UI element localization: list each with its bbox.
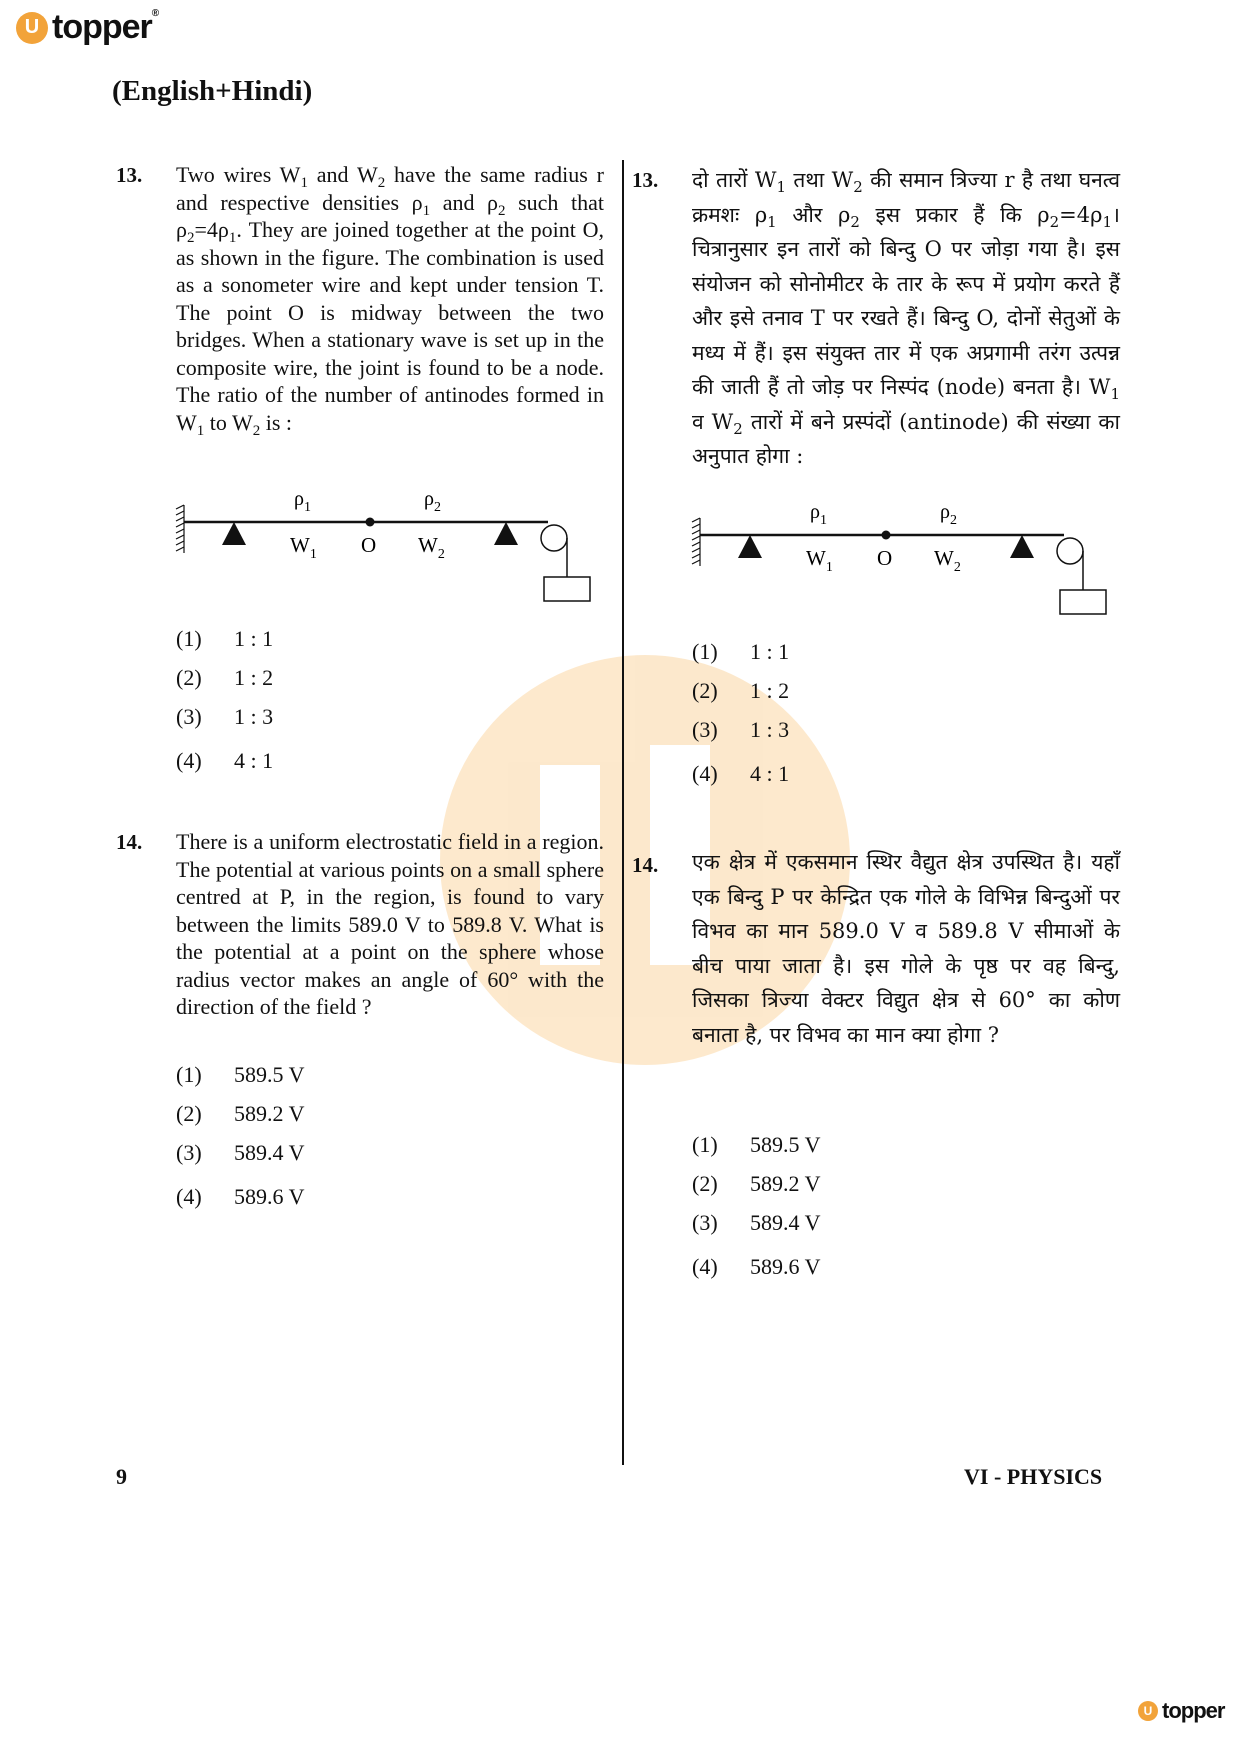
option[interactable]: (2) 1 : 2 [176, 665, 274, 690]
q14-text-en: There is a uniform electrostatic field in a region. The potential at various points on a small sphere centred at P, in the region, is found to vary between the limits 589.0 V to 589.8 V. What is the potential at a point on the sphere whose radius vector makes an angle of 60° with the direction of the field ? [176, 829, 604, 1019]
o-label: O [361, 533, 377, 557]
q13-number-hi: 13. [632, 168, 659, 192]
q13-text-en: Two wires $W_1$ and $W_2$ have the same radius r and respective densities $\rho_1$ and $\rho_2$ such that $\rho_2=4\rho_1$. They are joined together at the point O, as shown in the figure. The combination is used as a sonometer wire and kept under tension T. The point O is midway between the two bridges. When a stationary wave is set up in the composite wire, the joint is found to be a node. The ratio of the number of antinodes formed in $W_1$ to $W_2$ is : [176, 162, 604, 439]
w2-label: $W_2$ [418, 533, 445, 562]
language-label: (English+Hindi) [112, 75, 313, 107]
weight [544, 577, 590, 601]
footer-logo [1138, 1698, 1224, 1724]
option[interactable]: (3) 1 : 3 [176, 704, 274, 729]
wall-hatch [176, 505, 184, 553]
bridge-right [1010, 535, 1034, 558]
rho1-label: $\rho_1$ [810, 501, 827, 528]
logo-text: topper [1162, 1698, 1225, 1723]
option[interactable]: (2) 1 : 2 [692, 678, 790, 703]
pulley [541, 525, 567, 551]
w1-label: $W_1$ [290, 533, 317, 562]
q13-number-en: 13. [116, 163, 143, 187]
brand-logo [16, 8, 158, 47]
joint-o [882, 531, 891, 540]
bridge-right [494, 522, 518, 545]
option[interactable]: (1) 589.5 V [176, 1062, 305, 1087]
weight [1060, 590, 1106, 614]
q14-text-hi: एक क्षेत्र में एकसमान स्थिर वैद्युत क्षेत्र उपस्थित है। यहाँ एक बिन्दु P पर केन्द्रित एक गोले के विभिन्न बिन्दुओं पर विभव का मान 589.0 V व 589.8 V सीमाओं के बीच पाया जाता है। इस गोले के पृष्ठ पर वह बिन्दु, जिसका त्रिज्या वेक्टर विद्युत क्षेत्र से 60° का कोण बनाता है, पर विभव का मान क्या होगा ? [692, 850, 1120, 1047]
option[interactable]: (2) 589.2 V [176, 1101, 305, 1126]
o-label: O [877, 546, 893, 570]
w1-label: $W_1$ [806, 546, 833, 575]
rho2-label: $\rho_2$ [424, 488, 441, 515]
q13-options-en [176, 626, 273, 787]
sonometer-diagram-hi [686, 498, 1116, 618]
option[interactable]: (3) 589.4 V [692, 1210, 821, 1235]
q14-number-hi: 14. [632, 853, 659, 877]
q13-text-hi: दो तारों $W_1$ तथा $W_2$ की समान त्रिज्या r है तथा घनत्व क्रमशः $\rho_1$ और $\rho_2$ इस प्रकार हैं कि $\rho_2=4\rho_1।$ चित्रानुसार इन तारों को बिन्दु O पर जोड़ा गया है। इस संयोजन को सोनोमीटर के तार के रूप में प्रयोग करते हैं और इसे तनाव T पर रखते हैं। बिन्दु O, दोनों सेतुओं के मध्य में हैं। इस संयुक्त तार में एक अप्रगामी तरंग उत्पन्न की जाती हैं तो जोड़ पर निस्पंद (node) बनता है। $W_1$ व $W_2$ तारों में बने प्रस्पंदों (antinode) की संख्या का अनुपात होगा : [692, 168, 1121, 468]
rho1-label: $\rho_1$ [294, 488, 311, 515]
option[interactable]: (2) 589.2 V [692, 1171, 821, 1196]
w2-label: $W_2$ [934, 546, 961, 575]
q14-options-hi [692, 1132, 821, 1293]
subject-label: VI - PHYSICS [964, 1464, 1103, 1489]
option[interactable]: (1) 1 : 1 [176, 626, 274, 651]
q14-number-en: 14. [116, 830, 143, 854]
sonometer-diagram-en [170, 485, 600, 605]
option[interactable]: (3) 589.4 V [176, 1140, 305, 1165]
joint-o [366, 518, 375, 527]
bridge-left [222, 522, 246, 545]
option[interactable]: (4) 4 : 1 [692, 761, 790, 786]
q13-options-hi [692, 639, 789, 800]
bridge-left [738, 535, 762, 558]
option[interactable]: (4) 589.6 V [692, 1254, 821, 1279]
option[interactable]: (1) 589.5 V [692, 1132, 821, 1157]
option[interactable]: (4) 589.6 V [176, 1184, 305, 1209]
rho2-label: $\rho_2$ [940, 501, 957, 528]
pulley [1057, 538, 1083, 564]
column-divider [622, 160, 624, 1465]
option[interactable]: (4) 4 : 1 [176, 748, 274, 773]
wall-hatch [692, 518, 700, 566]
logo-text: topper® [52, 8, 159, 46]
logo-badge-icon: U [16, 12, 48, 44]
page-number: 9 [116, 1464, 127, 1489]
q14-options-en [176, 1062, 305, 1223]
option[interactable]: (1) 1 : 1 [692, 639, 790, 664]
option[interactable]: (3) 1 : 3 [692, 717, 790, 742]
logo-badge-icon: U [1138, 1701, 1158, 1721]
